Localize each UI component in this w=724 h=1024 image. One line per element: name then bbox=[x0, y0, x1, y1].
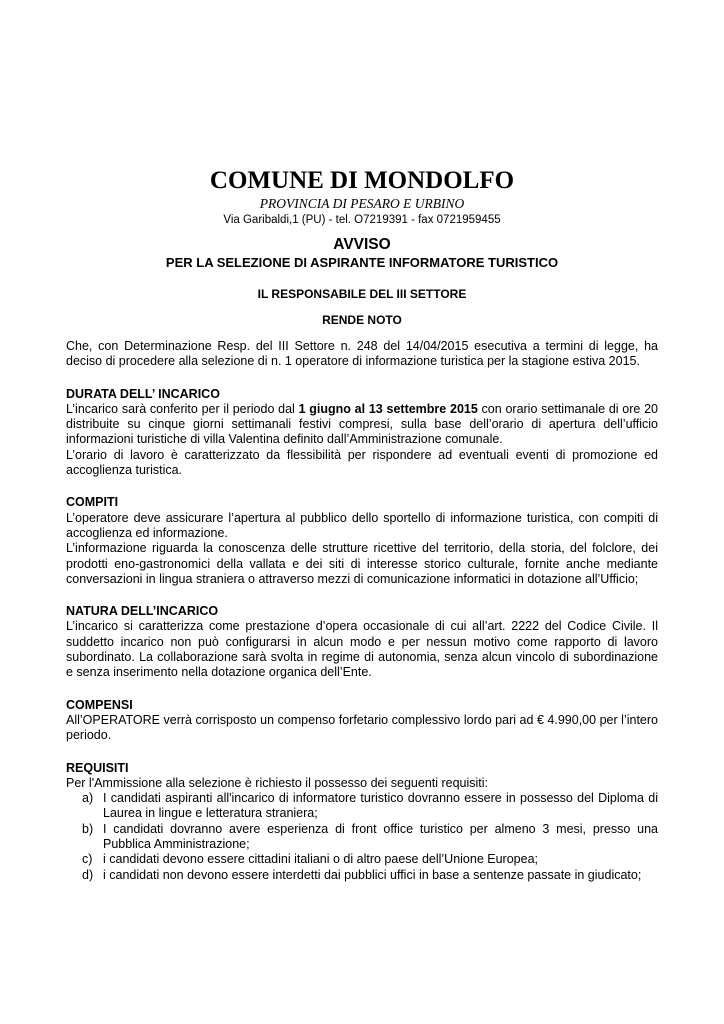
list-item-label: a) bbox=[82, 791, 94, 806]
list-item-text: I candidati aspiranti all'incarico di informatore turistico dovranno essere in possesso del Diploma di Laurea in lingue e letteratura straniera; bbox=[103, 791, 658, 821]
section-compensi bbox=[66, 698, 658, 744]
section-title: NATURA DELL’INCARICO bbox=[66, 604, 219, 619]
durata-period: 1 giugno al 13 settembre 2015 bbox=[298, 401, 478, 416]
list-item-text: I candidati dovranno avere esperienza di front office turistico per almeno 3 mesi, presso una Pubblica Amministrazione; bbox=[103, 821, 658, 852]
section-title: COMPENSI bbox=[66, 697, 133, 712]
section-natura bbox=[66, 604, 658, 680]
letterhead bbox=[0, 168, 724, 227]
section-durata bbox=[66, 387, 658, 479]
notice-title: AVVISO bbox=[333, 236, 391, 253]
section-title: DURATA DELL’ INCARICO bbox=[66, 386, 220, 401]
durata-text-end: con orario settimanale di ore 20 distribuite su cinque giorni settimanali festivi compresi, sulla base dell’orario di apertura dell’ufficio informazioni turistiche di villa Valentina definito dall’Amministrazione comunale. bbox=[66, 401, 659, 447]
section-paragraph: L’informazione riguarda la conoscenza delle strutture ricettive del territorio, della storia, del folclore, dei prodotti eno-gastronomici della vallata e dei siti di interesse storico culturale, fornite anche mediante conversazioni in lingua straniera o attraverso mezzi di comunicazione informatici in dotazione all’Ufficio; bbox=[66, 541, 658, 586]
section-paragraph: L’orario di lavoro è caratterizzato da flessibilità per rispondere ad eventuali eventi di promozione ed accoglienza turistica. bbox=[66, 447, 658, 478]
section-paragraph: L’operatore deve assicurare l’apertura al pubblico dello sportello di informazione turistica, con compiti di accoglienza ed informazione. bbox=[66, 510, 658, 540]
document-body bbox=[66, 339, 658, 900]
list-item-text: i candidati non devono essere interdetti dai pubblici uffici in base a sentenze passate in giudicato; bbox=[103, 867, 642, 882]
list-item bbox=[66, 791, 658, 822]
section-title: COMPITI bbox=[66, 495, 119, 510]
intro-paragraph: Che, con Determinazione Resp. del III Settore n. 248 del 14/04/2015 esecutiva a termini di legge, ha deciso di procedere alla selezione di n. 1 operatore di informazione turistica per la stagione estiva 2015. bbox=[66, 339, 658, 369]
municipality-name: COMUNE DI MONDOLFO bbox=[209, 167, 515, 194]
section-requisiti bbox=[66, 761, 658, 883]
requirements-list bbox=[66, 791, 658, 883]
section-paragraph bbox=[66, 402, 658, 448]
list-item-text: i candidati devono essere cittadini italiani o di altro paese dell’Unione Europea; bbox=[103, 852, 538, 867]
list-item bbox=[66, 822, 658, 853]
list-item bbox=[66, 852, 658, 867]
list-item-label: d) bbox=[82, 867, 94, 882]
issuer-heading: IL RESPONSABILE DEL III SETTORE bbox=[257, 287, 467, 301]
section-compiti bbox=[66, 495, 658, 587]
list-item-label: b) bbox=[82, 821, 94, 836]
notice-subtitle: PER LA SELEZIONE DI ASPIRANTE INFORMATORE TURISTICO bbox=[165, 255, 559, 270]
section-title: REQUISITI bbox=[66, 760, 129, 775]
announcement-heading: RENDE NOTO bbox=[322, 313, 402, 327]
section-paragraph: Per l'Ammissione alla selezione è richiesto il possesso dei seguenti requisiti: bbox=[66, 775, 489, 790]
municipality-address: Via Garibaldi,1 (PU) - tel. O7219391 - fax 0721959455 bbox=[223, 214, 501, 226]
durata-text-start: L’incarico sarà conferito per il periodo dal bbox=[66, 401, 299, 416]
list-item bbox=[66, 868, 658, 883]
section-paragraph: L’incarico si caratterizza come prestazione d’opera occasionale di cui all’art. 2222 del Codice Civile. Il suddetto incarico non può configurarsi in alcun modo e per nessun motivo come rapporto di lavoro subordinato. La collaborazione sarà svolta in regime di autonomia, senza alcun vincolo di subordinazione e senza inserimento nella dotazione organica dell’Ente. bbox=[66, 619, 658, 680]
list-item-label: c) bbox=[82, 852, 93, 867]
section-paragraph: All’OPERATORE verrà corrisposto un compenso forfetario complessivo lordo pari ad € 4.990,00 per l’intero periodo. bbox=[66, 712, 658, 743]
province-name: PROVINCIA DI PESARO E URBINO bbox=[259, 196, 465, 211]
